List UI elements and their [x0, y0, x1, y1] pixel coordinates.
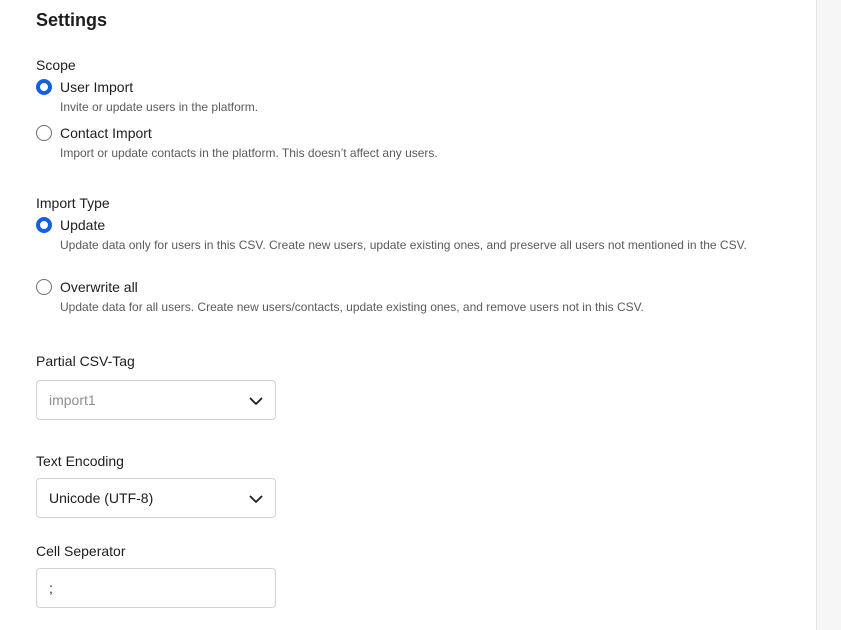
radio-button-checked[interactable] — [36, 79, 52, 95]
text-encoding-select[interactable] — [36, 478, 276, 518]
radio-button-unchecked[interactable] — [36, 279, 52, 295]
radio-label-contact-import: Contact Import — [60, 125, 152, 141]
scope-label: Scope — [36, 57, 76, 73]
chevron-down-icon[interactable] — [249, 492, 263, 506]
partial-csv-tag-select[interactable] — [36, 380, 276, 420]
cell-separator-label: Cell Seperator — [36, 543, 126, 559]
radio-button-checked[interactable] — [36, 217, 52, 233]
text-encoding-value: Unicode (UTF-8) — [49, 490, 154, 506]
radio-label-update: Update — [60, 217, 106, 233]
partial-csv-tag-placeholder: import1 — [49, 392, 96, 408]
radio-description-contact-import: Import or update contacts in the platform. This doesn’t affect any users. — [60, 146, 438, 160]
radio-overwrite-all[interactable] — [36, 278, 138, 296]
radio-label-overwrite-all: Overwrite all — [60, 279, 138, 295]
right-side-panel — [816, 0, 841, 630]
radio-update[interactable] — [36, 216, 105, 234]
text-encoding-label: Text Encoding — [36, 453, 124, 469]
radio-contact-import[interactable] — [36, 124, 152, 142]
cell-separator-input[interactable] — [36, 568, 276, 608]
partial-csv-tag-label: Partial CSV-Tag — [36, 353, 135, 369]
cell-separator-value: ; — [49, 580, 53, 596]
radio-description-update: Update data only for users in this CSV. Create new users, update existing ones, and preserve all users not mentioned in the CSV. — [60, 238, 747, 252]
radio-description-user-import: Invite or update users in the platform. — [60, 100, 259, 114]
radio-user-import[interactable] — [36, 78, 133, 96]
import-type-label: Import Type — [36, 195, 110, 211]
chevron-down-icon[interactable] — [249, 394, 263, 408]
radio-label-user-import: User Import — [60, 79, 134, 95]
radio-button-unchecked[interactable] — [36, 125, 52, 141]
radio-description-overwrite-all: Update data for all users. Create new users/contacts, update existing ones, and remove users not in this CSV. — [60, 300, 644, 314]
page-title: Settings — [36, 10, 108, 30]
